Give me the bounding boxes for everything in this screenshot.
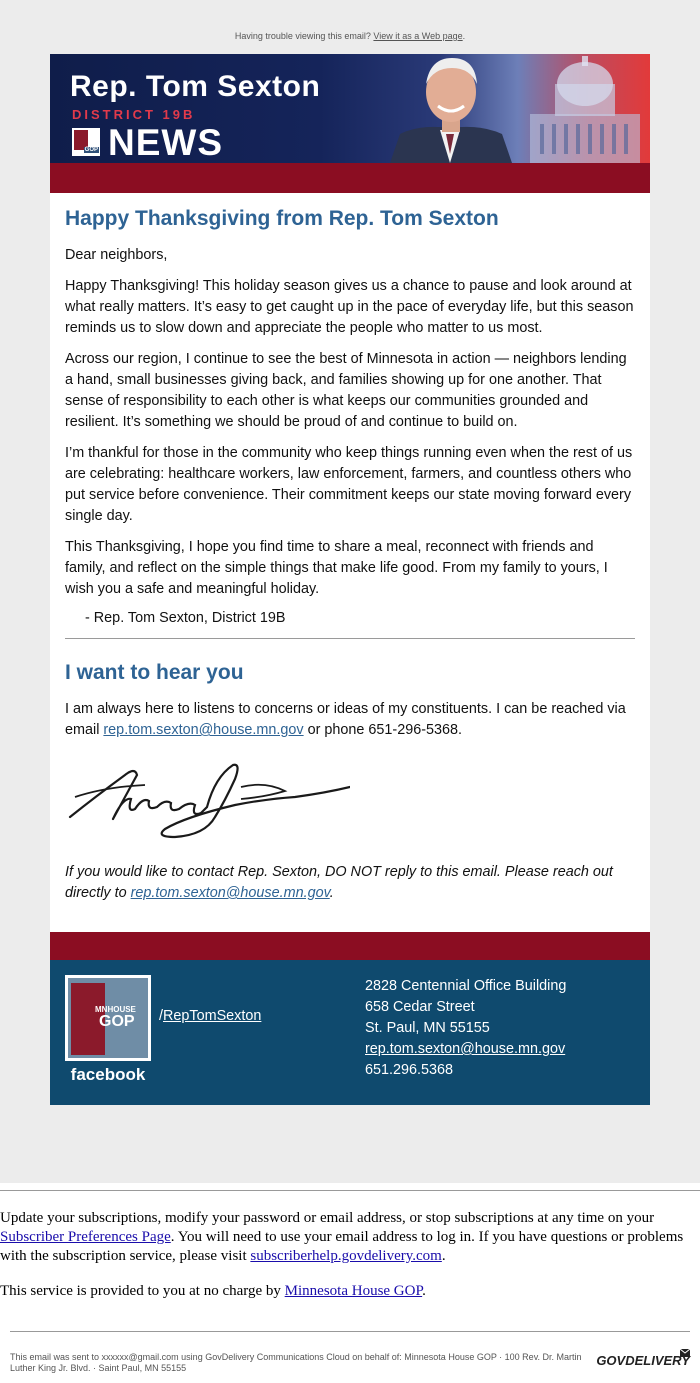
email-body <box>50 54 650 1105</box>
greeting: Dear neighbors, <box>65 247 168 263</box>
signoff: - Rep. Tom Sexton, District 19B <box>85 610 286 626</box>
contact-text-after: or phone 651-296-5368. <box>303 722 463 738</box>
govdelivery-footer <box>0 1190 700 1301</box>
paragraph-1: Happy Thanksgiving! This holiday season gives us a chance to pause and look around at what really matters. It’s easy to get caught up in the pace of everyday life, but this season reminds us to slow down and appreciate the people who matter to us most. <box>65 278 634 336</box>
main-content <box>50 193 650 932</box>
footer-email-link[interactable]: rep.tom.sexton@house.mn.gov <box>365 1041 566 1057</box>
handle-prefix: / <box>159 1008 163 1024</box>
logo-top-text: MNHOUSE <box>95 1005 136 1014</box>
preheader-text: Having trouble viewing this email? <box>234 31 371 41</box>
subscription-text-mid: . You will need to use your email address to log in. If you have questions or problems with the subscription service, please visit <box>0 1229 684 1264</box>
signature-image <box>65 757 350 839</box>
header-banner <box>50 54 650 163</box>
capitol-building-image <box>500 54 650 163</box>
facebook-label: facebook <box>70 1065 146 1084</box>
contact-email-link[interactable]: rep.tom.sexton@house.mn.gov <box>103 722 304 738</box>
preheader <box>0 31 700 41</box>
subscription-text-end: . <box>441 1248 446 1264</box>
govdelivery-logo: GOVDELIVERY <box>596 1353 690 1368</box>
subscriber-help-link[interactable]: subscriberhelp.govdelivery.com <box>250 1248 442 1264</box>
mn-house-gop-logo-icon <box>65 975 151 1061</box>
govdelivery-divider <box>0 1190 700 1191</box>
minnesota-house-gop-link[interactable]: Minnesota House GOP <box>284 1283 423 1299</box>
paragraph-2: Across our region, I continue to see the best of Minnesota in action — neighbors lending a hand, small businesses giving back, and families showing up for one another. That sense of responsibility to each other is what keeps our communities grounded and resilient. It’s something we should be proud of and continue to build on. <box>65 351 627 430</box>
contact-note-email-link[interactable]: rep.tom.sexton@house.mn.gov <box>130 885 330 901</box>
contact-note-before: If you would like to contact Rep. Sexton, DO NOT reply to this email. Please reach out directly to <box>65 864 613 901</box>
footer-phone: 651.296.5368 <box>365 1062 454 1078</box>
section-divider <box>65 638 635 639</box>
address-line-3: St. Paul, MN 55155 <box>365 1020 490 1036</box>
paragraph-4: This Thanksgiving, I hope you find time to share a meal, reconnect with friends and family, and reflect on the simple things that make life good. From my family to yours, I wish you a safe and meaningful holiday. <box>65 539 608 597</box>
service-text-before: This service is provided to you at no charge by <box>0 1283 285 1299</box>
view-web-page-link[interactable]: View it as a Web page <box>373 31 463 41</box>
office-address <box>365 976 566 1081</box>
subscriber-preferences-link[interactable]: Subscriber Preferences Page <box>0 1229 171 1245</box>
address-line-2: 658 Cedar Street <box>365 999 475 1015</box>
logo-main-text: GOP <box>99 1013 135 1030</box>
banner-district: DISTRICT 19B <box>72 107 196 122</box>
banner-name: Rep. Tom Sexton <box>70 70 321 103</box>
sent-notice <box>10 1331 690 1374</box>
sent-notice-text: This email was sent to xxxxxx@gmail.com using GovDelivery Communications Cloud on behalf of: Minnesota House GOP · 100 Rev. Dr. Martin Luther King Jr. Blvd. · Saint Paul, MN 55155 <box>10 1352 582 1373</box>
contact-text <box>65 699 635 741</box>
contact-note <box>65 862 635 904</box>
header-red-bar <box>50 163 650 193</box>
house-gop-logo-icon <box>72 128 100 156</box>
main-title: Happy Thanksgiving from Rep. Tom Sexton <box>65 207 499 230</box>
paragraph-3: I’m thankful for those in the community who keep things running even when the rest of us are celebrating: healthcare workers, law enforcement, farmers, and countless others who put service before convenience. Their commitment keeps our state moving forward every single day. <box>65 445 633 524</box>
service-text-end: . <box>422 1283 426 1299</box>
banner-news: NEWS <box>108 122 223 163</box>
rep-portrait-image <box>380 54 520 163</box>
contact-title: I want to hear you <box>65 661 244 684</box>
contact-note-after: . <box>329 885 334 901</box>
subscription-text <box>0 1209 700 1266</box>
facebook-block[interactable] <box>65 975 151 1085</box>
facebook-handle <box>159 1008 261 1024</box>
address-line-1: 2828 Centennial Office Building <box>365 978 567 994</box>
preheader-end: . <box>462 31 466 41</box>
footer-red-bar <box>50 932 650 960</box>
facebook-handle-link[interactable]: RepTomSexton <box>163 1008 262 1024</box>
service-text <box>0 1282 700 1301</box>
subscription-text-before: Update your subscriptions, modify your password or email address, or stop subscriptions at any time on your <box>0 1210 655 1226</box>
bottom-divider <box>10 1331 690 1332</box>
footer <box>50 960 650 1105</box>
logo-badge-text: GOP <box>84 147 98 153</box>
contact-text-before: I am always here to listens to concerns or ideas of my constituents. I can be reached via email <box>65 701 626 738</box>
